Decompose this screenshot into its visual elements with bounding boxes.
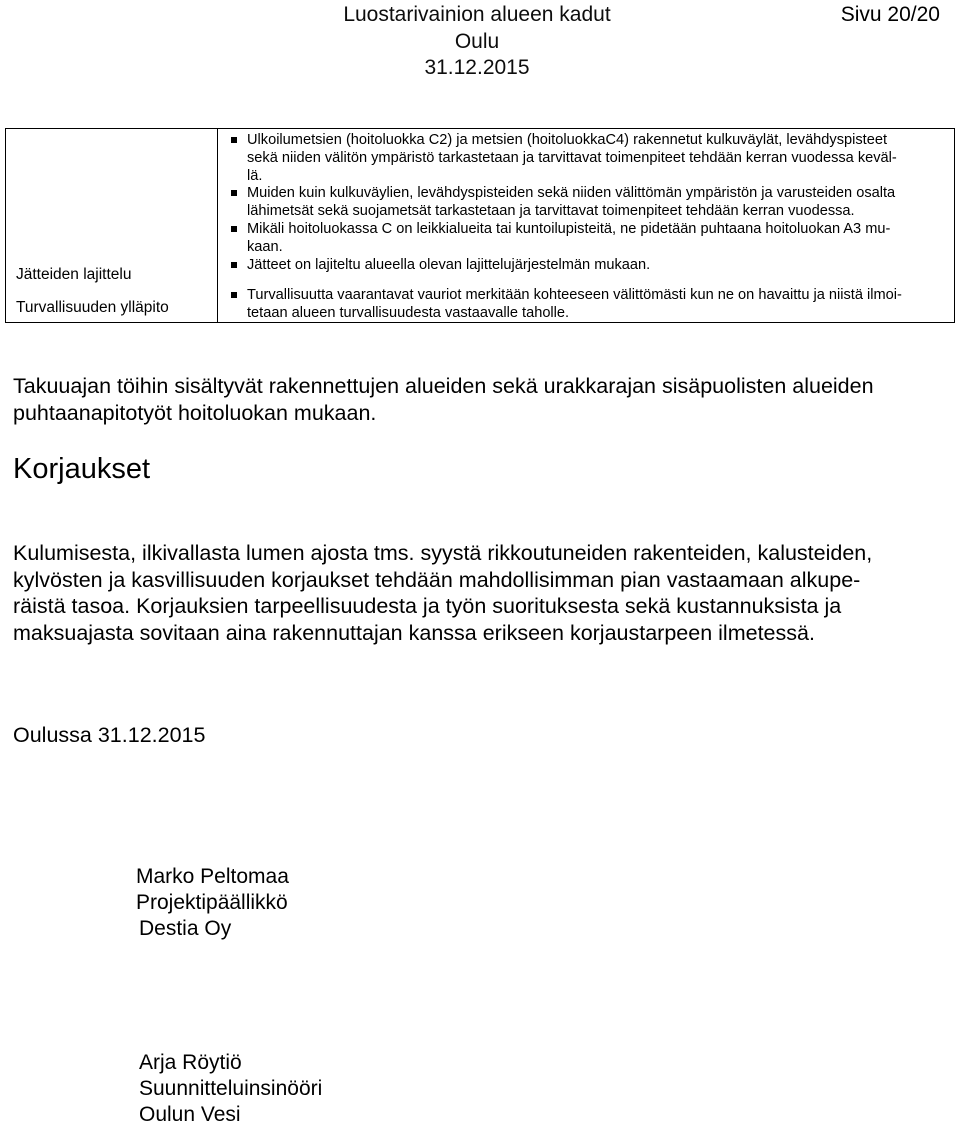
page-number: Sivu 20/20 [840,3,940,26]
signer-name: Arja Röytiö [139,1051,242,1074]
section-heading: Korjaukset [13,453,151,485]
signer-organization: Destia Oy [139,917,232,940]
table-left-column [6,129,218,322]
header-date: 31.12.2015 [424,56,530,79]
signer-name: Marko Peltomaa [136,865,289,888]
maintenance-table [5,128,955,323]
warranty-paragraph: Takuuajan töihin sisältyvät rakennettujen alueiden sekä urakkarajan sisäpuolisten alueiden puhtaanapitotyöt hoitoluokan mukaan. [13,374,874,425]
bullet-square-icon [231,190,237,196]
bullet-square-icon [231,262,237,268]
header-city: Oulu [454,29,500,53]
bullet-item: Jätteet on lajiteltu alueella olevan lajittelujärjestelmän mukaan. [230,256,944,274]
signer-title: Suunnitteluinsinööri [139,1077,323,1100]
signer-organization: Oulun Vesi [139,1103,241,1126]
bullet-item: Muiden kuin kulkuväylien, levähdyspisteiden sekä niiden välittömän ympäristön ja varusteiden osalta lähimetsät sekä suojametsät tarkastetaan ja tarvittavat toimenpiteet tehdään kerran vuodessa. [230,184,944,220]
bullet-item: Mikäli hoitoluokassa C on leikkialueita tai kuntoilupisteitä, ne pidetään puhtaana hoitoluokan A3 mu- kaan. [230,220,944,256]
document-header [330,2,624,82]
signer-title: Projektipäällikkö [136,891,288,914]
bullet-item: Ulkoilumetsien (hoitoluokka C2) ja metsien (hoitoluokkaC4) rakennetut kulkuväylät, levähdyspisteet sekä niiden välitön ympäristö tarkastetaan ja tarvittavat toimenpiteet tehdään kerran vuodessa keväl- lä. [230,131,944,185]
repairs-paragraph: Kulumisesta, ilkivallasta lumen ajosta tms. syystä rikkoutuneiden rakenteiden, kalusteiden, kylvösten ja kasvillisuuden korjaukset tehdään mahdollisimman pian vastaamaan alkupe- räistä tasoa. Korjauksien tarpeellisuudesta ja työn suorituksesta sekä kustannuksista ja maksuajasta sovitaan aina rakennuttajan kanssa erikseen korjaustarpeen ilmetessä. [13,541,873,645]
label-safety-maintenance: Turvallisuuden ylläpito [16,299,169,316]
bullet-square-icon [231,137,237,143]
place-date: Oulussa 31.12.2015 [13,723,206,747]
label-waste-sorting: Jätteiden lajittelu [16,266,132,283]
bullet-square-icon [231,292,237,298]
header-title: Luostarivainion alueen kadut [343,3,611,26]
bullet-square-icon [231,226,237,232]
bullet-item: Turvallisuutta vaarantavat vauriot merkitään kohteeseen välittömästi kun ne on havaittu ja niistä ilmoi- tetaan alueen turvallisuudesta vastaavalle taholle. [230,286,944,322]
table-right-column [218,129,954,322]
